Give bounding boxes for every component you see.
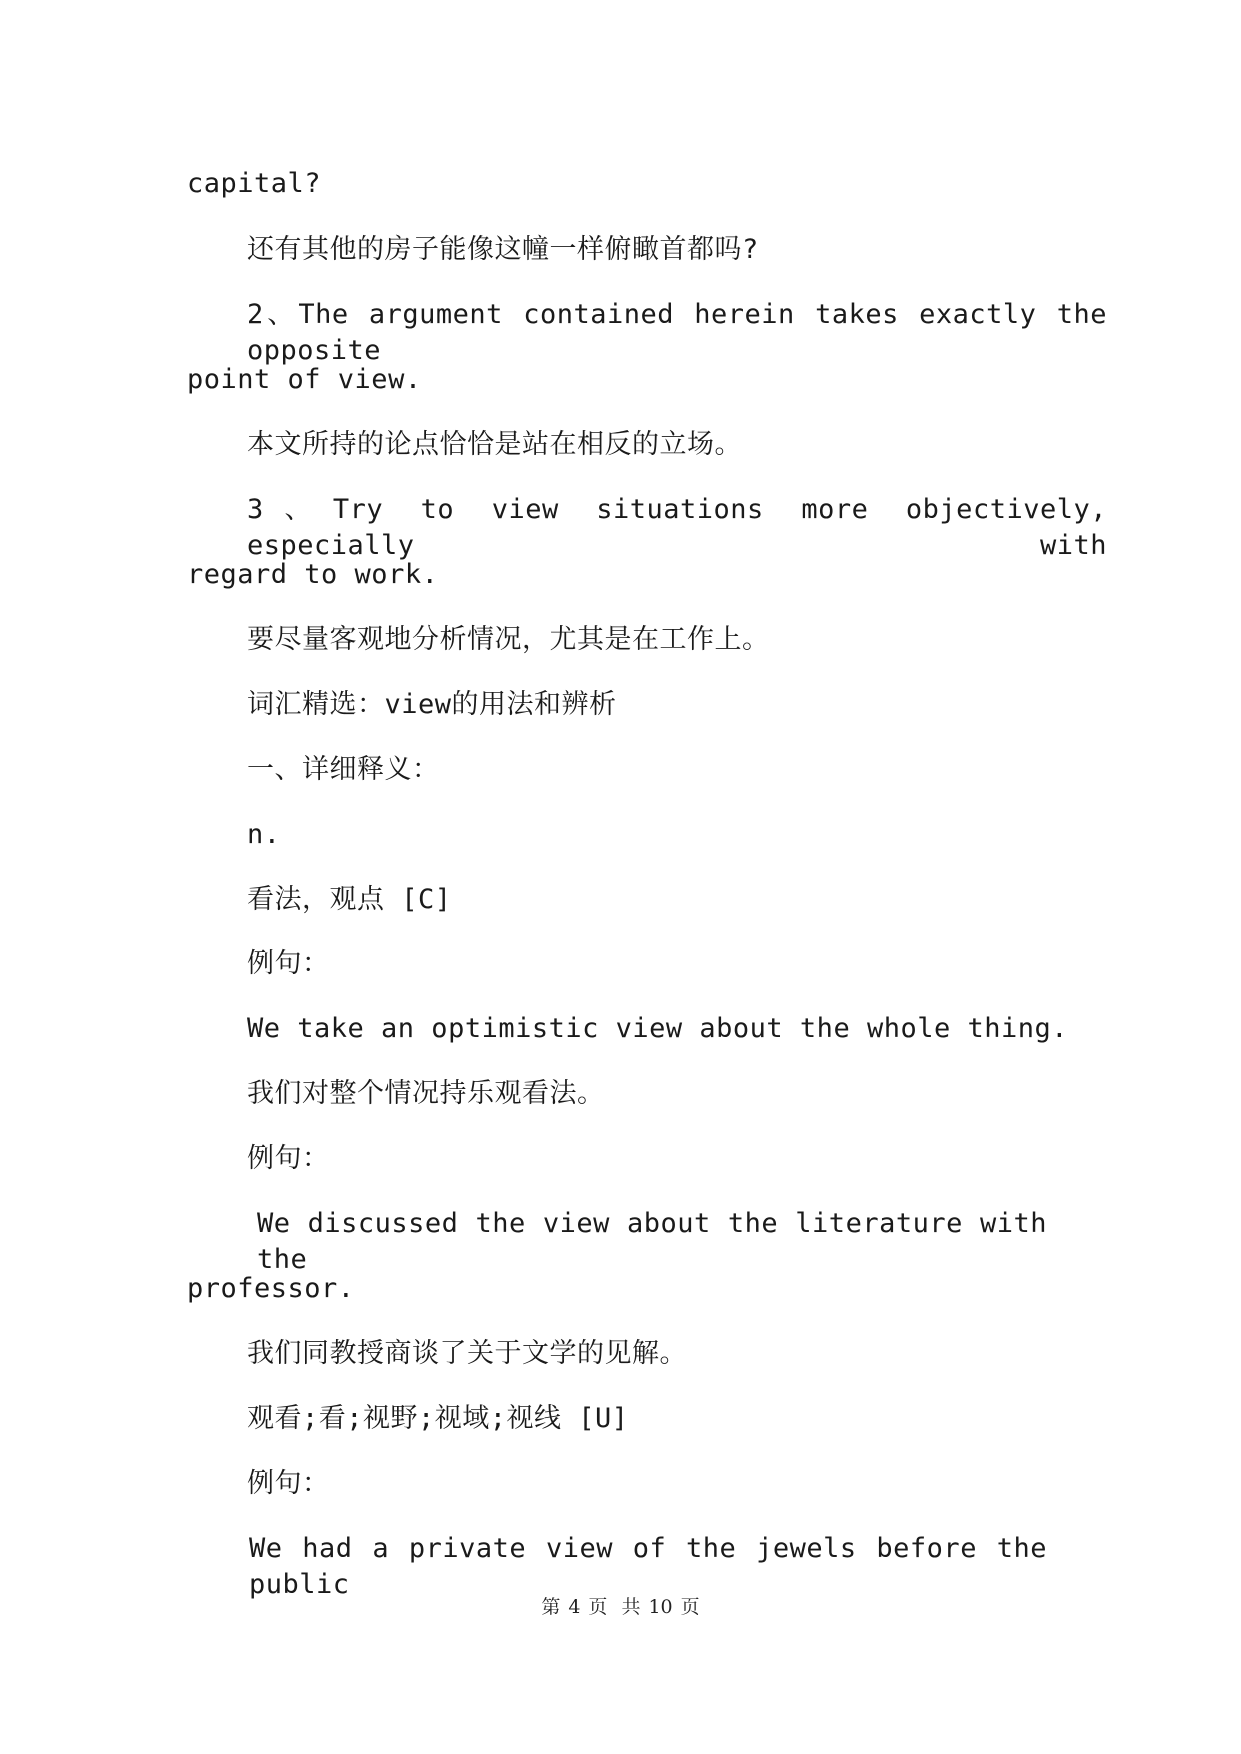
text-line: 还有其他的房子能像这幢一样俯瞰首都吗?	[247, 234, 759, 265]
definition: 看法，观点 [C]	[247, 884, 452, 915]
footer-prefix: 第	[541, 1596, 561, 1618]
footer-mid: 页 共	[588, 1596, 641, 1618]
section-heading: 词汇精选：view的用法和辨析	[247, 689, 617, 720]
example-sentence: We had a private view of the jewels before the public	[249, 1533, 1047, 1600]
example-sentence: We discussed the view about the literature with the	[257, 1208, 1047, 1275]
example-label: 例句：	[247, 1143, 330, 1174]
example-label: 例句：	[247, 948, 330, 979]
total-pages: 10	[648, 1596, 673, 1618]
example-sentence-cont: professor.	[187, 1273, 355, 1304]
text-line: 2、The argument contained herein takes exactly the opposite	[247, 299, 1107, 366]
example-sentence: We take an optimistic view about the whole thing.	[247, 1013, 1069, 1044]
text-line: capital?	[187, 168, 322, 199]
page-footer	[0, 1595, 1241, 1619]
text-line: point of view.	[187, 364, 422, 395]
definition: 观看;看;视野;视域;视线 [U]	[247, 1403, 629, 1434]
text-line: 3、Try to view situations more objectively, especially with	[247, 494, 1107, 561]
text-line: regard to work.	[187, 559, 439, 590]
example-translation: 我们对整个情况持乐观看法。	[247, 1078, 605, 1109]
footer-suffix: 页	[680, 1596, 700, 1618]
example-translation: 我们同教授商谈了关于文学的见解。	[247, 1338, 687, 1369]
section-heading: 一、详细释义：	[247, 754, 440, 785]
example-label: 例句：	[247, 1468, 330, 1499]
page-number: 4	[568, 1596, 581, 1618]
part-of-speech: n.	[247, 819, 281, 850]
text-line: 本文所持的论点恰恰是站在相反的立场。	[247, 429, 742, 460]
text-line: 要尽量客观地分析情况，尤其是在工作上。	[247, 624, 770, 655]
